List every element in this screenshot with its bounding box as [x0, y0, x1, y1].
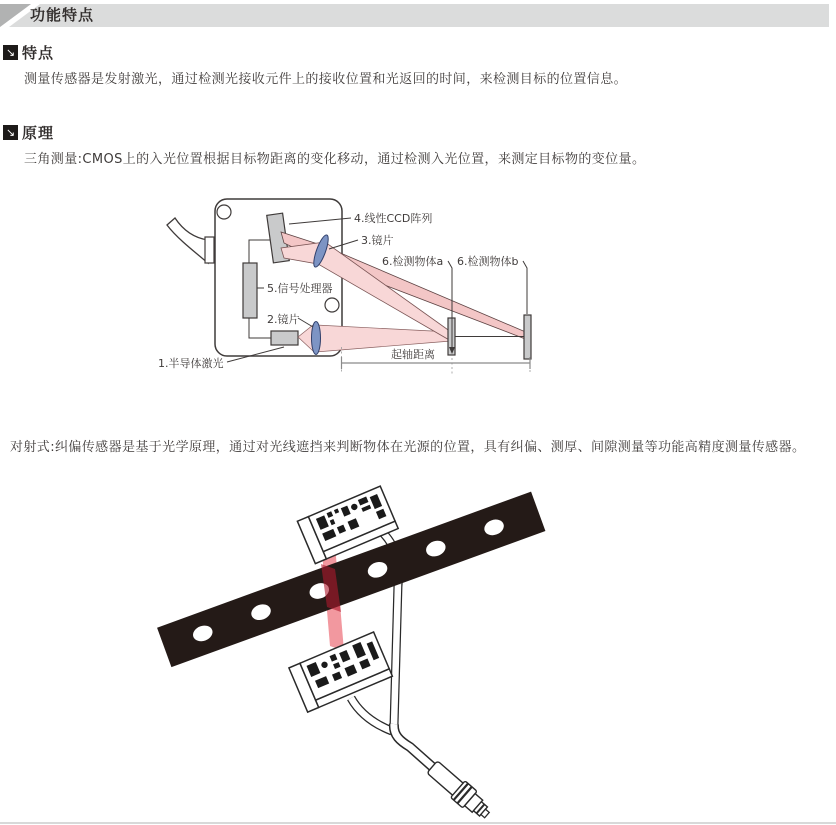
label-laser: 1.半导体激光	[158, 357, 224, 370]
page-bottom-rule	[0, 822, 836, 824]
cable-rod	[394, 584, 398, 726]
label-lens2: 2.镜片	[267, 313, 300, 326]
through-beam-illustration	[150, 480, 560, 825]
label-processor: 5.信号处理器	[267, 282, 333, 295]
cable-connector	[425, 759, 495, 823]
label-object-a: 6.检测物体a	[382, 255, 444, 268]
bottom-sensor-cable	[351, 698, 392, 731]
principle-heading-row	[3, 122, 54, 143]
through-beam-paragraph: 对射式:纠偏传感器是基于光学原理，通过对光线遮挡来判断物体在光源的位置，具有纠偏、测厚、间隙测量等功能高精度测量传感器。	[10, 440, 806, 455]
screw-hole	[325, 298, 339, 312]
screw-hole	[217, 205, 231, 219]
sensor-cable	[167, 218, 208, 263]
principle-paragraph: 三角测量:CMOS上的入光位置根据目标物距离的变化移动，通过检测入光位置，来测定目标物的变位量。	[24, 152, 646, 167]
leader-line-object-b	[523, 261, 527, 314]
cable-gland	[205, 237, 214, 263]
page-title: 功能特点	[30, 6, 95, 24]
arrow-marker-icon: ↘	[3, 45, 18, 60]
features-heading-row	[3, 42, 54, 63]
signal-processor	[243, 263, 257, 318]
label-lens3: 3.镜片	[361, 234, 394, 247]
triangulation-diagram	[150, 190, 580, 390]
arrow-marker-icon: ↘	[3, 125, 18, 140]
label-distance: 起轴距离	[391, 348, 435, 361]
label-ccd: 4.线性CCD阵列	[354, 212, 433, 225]
features-heading: 特点	[22, 44, 55, 62]
section-header-bar	[0, 4, 829, 27]
label-object-b: 6.检测物体b	[457, 255, 519, 268]
semiconductor-laser	[271, 331, 298, 345]
features-paragraph: 测量传感器是发射激光，通过检测光接收元件上的接收位置和光返回的时间，来检测目标的位置信息。	[24, 72, 628, 87]
detection-object-b	[524, 315, 531, 359]
principle-heading: 原理	[22, 124, 55, 142]
